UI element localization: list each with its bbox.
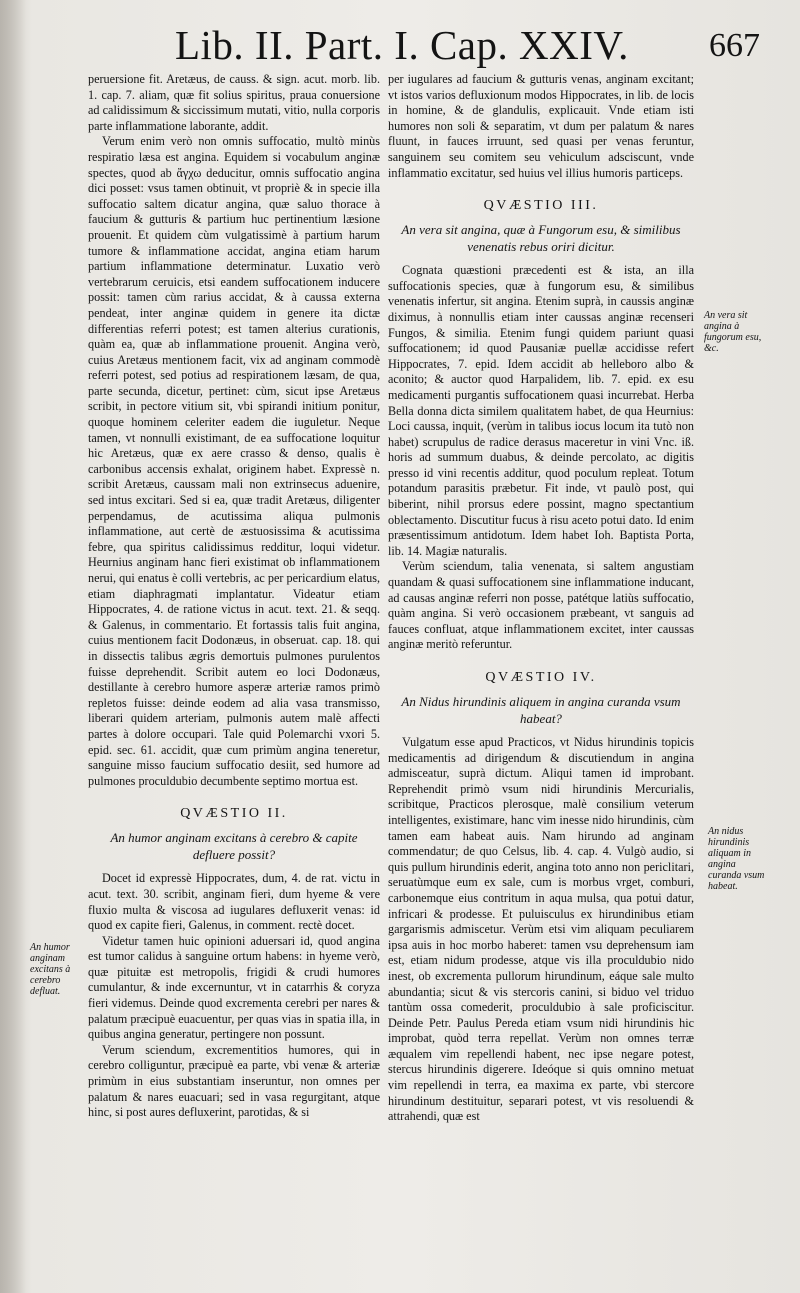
margin-note-right: An vera sit angina à fungorum esu, &c. bbox=[704, 310, 762, 354]
right-paragraph: Vulgatum esse apud Practicos, vt Nidus hirundinis topicis medicamentis ad dirigendum & discutiendum in angina admisceatur, suprà dictum. Aliqui tamen id improbant. Reprehendit primò vsum nidi hirundinis Mercurialis, scribitque, Practicos plerosque, malè consilium veterum intelligentes, existimare, hanc vim inesse nido hirundinis, cùm tamen eam habeat auis. Nam hirundo ad anginam commendatur; de quo Celsus, lib. 4. cap. 4. Vulgò audio, si quis pullum hirundinis ederit, angina toto anno non periclitari, seruatùmque eum ex sale, cum is morbus vrget, comburi, carbonemque eius contritum in aqua mulsa, qua potui datur, infricari & prodesse. Et puluisculus ex hirundinibus etiam gargarismis admiscetur. Verùm etsi vim aliquam peculiarem ipsa auis in hoc morbo haberet: tamen vsu deprehensum iam est, etiam nidum prodesse, atque vis illa proculdubio nido inest, ob excrementa pullorum hirundinum, eáque sale multo abundantia; sicut & vis stercoris canini, si biduo vel triduo tantùm ossa comederit, proculdubio à sale proficiscitur. Deinde Petr. Paulus Pereda etiam vsum nidi hirundinis hic improbat, quòd terra repellat. Verùm non omnes terræ æqualem vim repellendi habent, nec ipse negare potest, stercus hirundinis digerere. Ideóque si quis omnino metuat vim repellendi in terra, ea maxima ex parte, vbi stercore hirundinum destituitur, separari potest, vt vis resoluendi & attrahendi, quæ est bbox=[388, 735, 694, 1124]
question-3-title: An vera sit angina, quæ à Fungorum esu, & similibus venenatis rebus oriri dicitur. bbox=[401, 222, 681, 255]
question-2-heading: QVÆSTIO II. bbox=[180, 806, 288, 822]
left-paragraph: peruersione fit. Aretæus, de causs. & sign. acut. morb. lib. 1. cap. 7. aliam, quæ fit solius spiritus, praua conuersione ad calidissimum & siccissimum mutati, vitio, nulla corporis parte inflammatione laborante, addit. bbox=[88, 72, 380, 133]
left-paragraph: Docet id expressè Hippocrates, dum, 4. de rat. victu in acut. text. 30. scribit, anginam fieri, dum hyeme & vere fluxio multa & viscosa ad iugulares defluxerit venas: id quod ex capite fieri, Galenus, in comment. rectè docet. bbox=[88, 871, 380, 933]
question-2-title: An humor anginam excitans à cerebro & capite defluere possit? bbox=[110, 830, 358, 863]
question-4-heading: QVÆSTIO IV. bbox=[485, 670, 597, 685]
margin-note-right: An nidus hirundinis aliquam in angina curanda vsum habeat. bbox=[708, 826, 765, 892]
left-paragraph: Verum sciendum, excrementitios humores, qui in cerebro colliguntur, præcipuè ea parte, vbi venæ & arteriæ primùm in eius substantiam inseruntur, non omnes per palatum & nares euacuari; sed in vasa regurgitant, atque hinc, si post aures defluxerint, parotidas, & si bbox=[88, 1042, 380, 1120]
question-4-title: An Nidus hirundinis aliquem in angina curanda vsum habeat? bbox=[401, 694, 681, 726]
left-paragraph: Verum enim verò non omnis suffocatio, multò minùs respiratio læsa est angina. Equidem si vocabulum anginæ spectes, quod ab ἄγχω deducitur, omnis suffocatio angina dici posset: vsus tamen obtinuit, vt propriè & in specie illa suffocatio saltem dicatur angina, quæ saluo thorace à faucium & gutturis & partium huc pertinentium læsione prouenit. Et quidem cùm vulgatissimè à partium harum tumore & inflammatione accidat, angina etiam harum partium inflammatione determinatur. Luxatio verò vertebrarum ceruicis, etsi eandem suffocationem inducere possit: tamen cùm rarius accidat, & à caussa externa pendeat, inter anginæ quidem in genere ita dictæ differentias referri potest; est tamen alterius curationis, quàm ea, quæ ab inflammatione prouenit. Angina verò, cuius Aretæus mentionem facit, vix ad anginam commodè referri potest, sed potius ad respirationem læsam, de qua, parte secunda, dicetur, pertinet: cùm, sicut ipse Aretæus scribit, in pectore vitium sit, vbi spirandi initium ponitur, quoque hominem celeriter eadem die iuguletur. Neque tamen, vt nonnulli existimant, de ea suffocatione loquitur hic Aretæus, quæ ex aere crasso & denso, qualis è carbonibus accensis exhalat, originem habet. Expressè n. scribit Aretæus, caussam mali non extrinsecus aduenire, sed intus excitari. Sed si ea, quæ tradit Aretæus, diligenter perpendamus, de acutissima aliqua pulmonis inflammatione, aut certè de æstuosissima & acutissima febre, qua spiritus calidissimus redditur, loqui videtur. Heurnius anginam hanc fieri existimat ob inflammationem nerui, qui enatus è colli vertebris, ac per pericardium elatus, etiam diaphragmati implantatur. Videatur etiam Hippocrates, 4. de ratione victus in acut. text. 21. & seqq. & Galenus, in commentario. Et fortassis talis fuit angina, cuius mentionem facit Dodonæus, in obseruat. cap. 18. qui in dissectis talibus ægris demortuis pulmones purulentos fuisse deprehendit. Scribit autem eo loci Dodonæus, destillante à cerebro humore asperæ arteriæ ramos primò repletos fuisse: deinde eodem ad alia vasa transmisso, liberari quidem arteriam, pulmonis autem malè affecti partes à dolore occupari. Tale quid Polemarchi vxori 5. epid. sec. 61. accidit, quæ cum primùm angina teneretur, sanguine misso faucium suffocatio desiit, sed humore ad pulmones proculdubio decumbente septimo mortua est. bbox=[88, 134, 380, 788]
left-column bbox=[88, 72, 380, 1262]
margin-note-left: An humor anginam excitans à cerebro defluat. bbox=[30, 942, 71, 997]
left-paragraph: Videtur tamen huic opinioni aduersari id, quod angina est tumor calidus à sanguine ortum habens: in hyeme verò, quæ pituitæ est metropolis, frigidi & crudi humores cumulantur, & inde excernuntur, vt in catarrhis & coryza fieri videmus. Deinde quod excrementa cerebri per nares & palatum præcipuè euacuentur, per quas vias in spatia illa, in quibus angina generatur, pertingere non possunt. bbox=[88, 933, 380, 1042]
right-paragraph: Verùm sciendum, talia venenata, si saltem angustiam quandam & quasi suffocationem sine inflammatione inducant, ad causas anginæ referri non posse, patétque latiùs suffocatio, quàm angina. Si verò occasionem præbeant, vt sanguis ad fauces confluat, atque inflammationem excitet, inter caussas anginæ meritò referuntur. bbox=[388, 559, 694, 652]
right-paragraph: Cognata quæstioni præcedenti est & ista, an illa suffocationis species, quæ à fungorum esu, & similibus venenatis infertur, sit angina. Etenim suprà, in caussis anginæ diximus, à nonnullis etiam inter caussas anginæ recenseri Fungos, & similia. Etenim fungi quidem pariunt quasi suffocationem; id quod Pausaniæ puellæ accidisse refert Hippocrates, 7. epid. Idem accidit ab helleboro albo & aconito; & auctor quod Harpalidem, lib. 7. epid. ex esu medicamenti purgantis suffocationem quasi incurrebat. Herba Bella donna dicta similem qualitatem habet, de qua Heurnius: Loci caussa, inquit, (verùm in talibus iocus locum ita tutò non habet) scrupulus de radice derasus maceretur in vini Vnc. iß. horis ad summum duabus, & deinde percolato, ac digitis presso id vini recentis additur, quod poculum repleat. Totum potandum parasitis præbetur. Fit inde, vt paulò post, qui biberint, nihil prorsus edere possint, magno spectantium oblectamento. Discutitur fucus à risu aceto potui dato. Id enim præsentissimum antidotum. Idem habet Ioh. Baptista Porta, lib. 14. Magiæ naturalis. bbox=[388, 263, 694, 558]
running-head bbox=[0, 22, 800, 68]
question-3-heading: QVÆSTIO III. bbox=[483, 198, 599, 214]
chapter-heading: Lib. II. Part. I. Cap. XXIV. bbox=[175, 22, 629, 68]
right-paragraph: per iugulares ad faucium & gutturis venas, anginam excitant; vt istos varios defluxionum modos Hippocrates, in lib. de locis in homine, & de glandulis, explicauit. Vnde etiam isti humores non soli & separatim, vt dum per palatum & nares fluunt, in fauces irruunt, sed quasi per venas feruntur, sanguinem seu comitem seu vehiculum adsciscunt, vnde inflammatio excitatur, sed huius vel illius humoris particeps. bbox=[388, 72, 694, 180]
page-gutter-shadow bbox=[0, 0, 26, 1293]
right-column bbox=[388, 72, 694, 1282]
page-number: 667 bbox=[709, 27, 760, 64]
